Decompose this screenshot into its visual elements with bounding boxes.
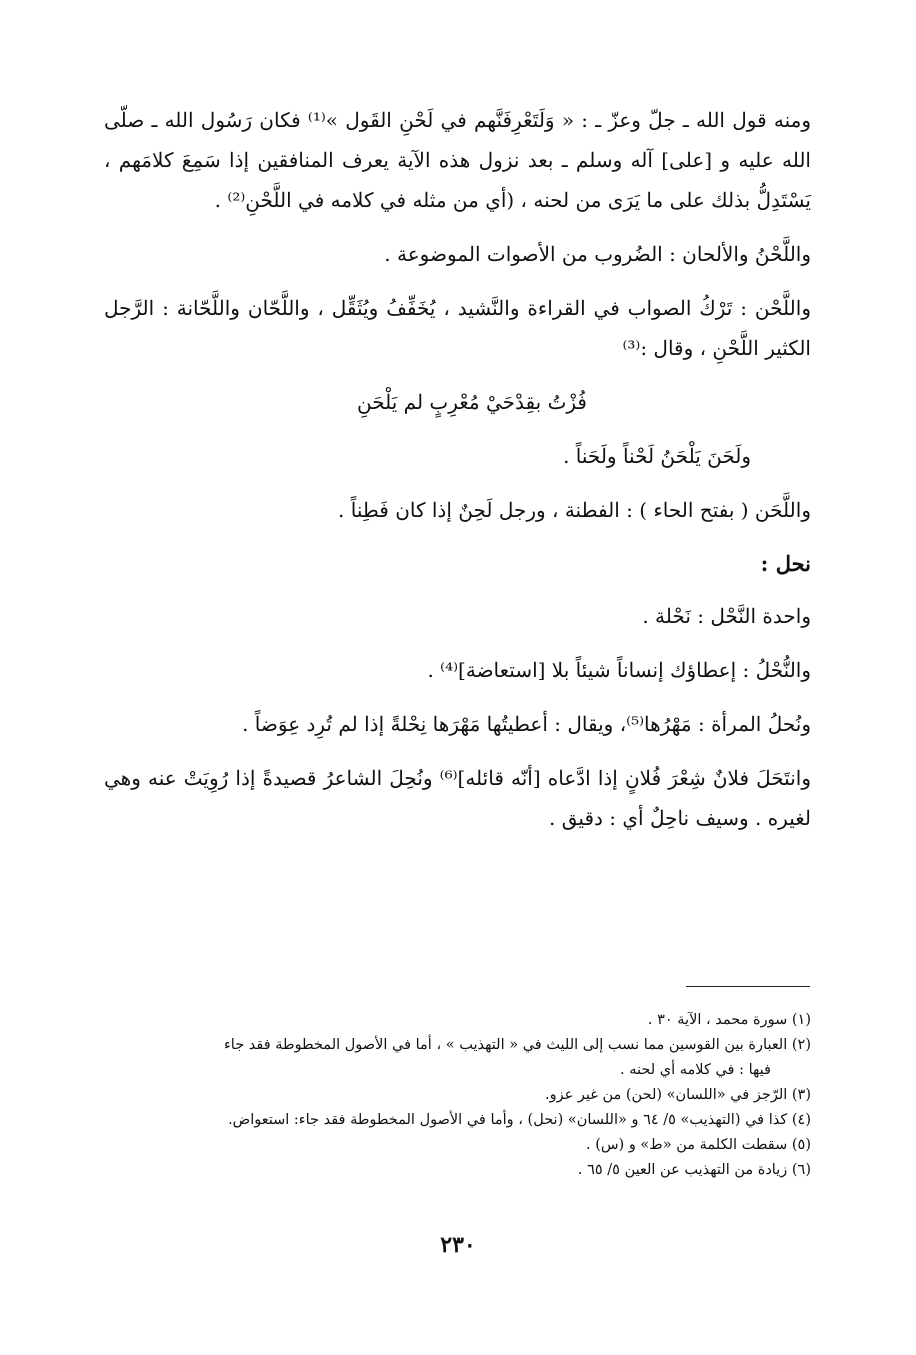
paragraph-6: والنُّحْلُ : إعطاؤك إنساناً شيئاً بلا [استعاضة]⁽⁴⁾ . — [427, 658, 811, 682]
footnote-2-continued: فيها : في كلامه أي لحنه . — [620, 1062, 771, 1078]
paragraph-2: واللَّحْنُ والألحان : الضُروب من الأصوات الموضوعة . — [384, 242, 811, 266]
paragraph-7: ونُحلُ المرأة : مَهْرُها⁽⁵⁾، ويقال : أعطيتُها مَهْرَها نِحْلةً إذا لم تُرِد عِوَضاً . — [242, 712, 811, 736]
footnote-1: (١) سورة محمد ، الآية ٣٠ . — [647, 1012, 811, 1028]
page-number: ٢٣٠ — [440, 1232, 476, 1258]
footnote-2: (٢) العبارة بين القوسين مما نسب إلى الليث في « التهذيب » ، أما في الأصول المخطوطة فقد جاء — [223, 1037, 811, 1053]
footnote-5: (٥) سقطت الكلمة من «ط» و (س) . — [585, 1137, 811, 1153]
paragraph-1: ومنه قول الله ـ جلّ وعزّ ـ : « وَلَتَعْرِفَنَّهم في لَحْنِ القَول »⁽¹⁾ فكان رَسُول الله ـ صلّى الله عليه و [على] آله وسلم ـ بعد نزول هذه الآية يعرف المنافقين إذا سَمِعَ كلامَهم ، يَسْتَدِلُّ بذلك على ما يَرَى من لحنه ، (أي من مثله في كلامه في اللَّحْنِ⁽²⁾ . — [104, 108, 811, 212]
footnotes — [104, 1008, 811, 1183]
paragraph-3: واللَّحْن : تَرْكُ الصواب في القراءة والنَّشيد ، يُخَفِّفُ ويُثَقِّل ، واللَّحّان واللَّحّانة : الرَّجل الكثير اللَّحْنِ ، وقال :⁽³⁾ — [104, 296, 811, 360]
footnote-divider — [686, 986, 810, 987]
paragraph-8: وانتَحَلَ فلانٌ شِعْرَ فُلانٍ إذا ادَّعاه [أنّه قائله]⁽⁶⁾ ونُحِلَ الشاعرُ قصيدةً إذا رُوِيَتْ عنه وهي لغيره . وسيف ناحِلٌ أي : دقيق . — [104, 766, 811, 830]
paragraph-4: واللَّحَن ( بفتح الحاء ) : الفطنة ، ورجل لَحِنٌ إذا كان فَطِناً . — [338, 498, 811, 522]
paragraph-5: واحدة النَّحْل : نَحْلة . — [642, 604, 811, 628]
main-text — [104, 100, 811, 852]
footnote-4: (٤) كذا في (التهذيب» ٥/ ٦٤ و «اللسان» (نحل) ، وأما في الأصول المخطوطة فقد جاء: استعواض. — [228, 1112, 811, 1128]
section-heading: نحل : — [760, 551, 811, 576]
verse-line-2: ولَحَنَ يَلْحَنُ لَحْناً ولَحَناً . — [563, 444, 751, 468]
footnote-6: (٦) زيادة من التهذيب عن العين ٥/ ٦٥ . — [577, 1162, 811, 1178]
verse-line-1: فُزْتُ بقِدْحَيْ مُعْرِبٍ لم يَلْحَنِ — [356, 390, 587, 414]
footnote-3: (٣) الرّجز في «اللسان» (لحن) من غير عزو. — [545, 1087, 811, 1103]
